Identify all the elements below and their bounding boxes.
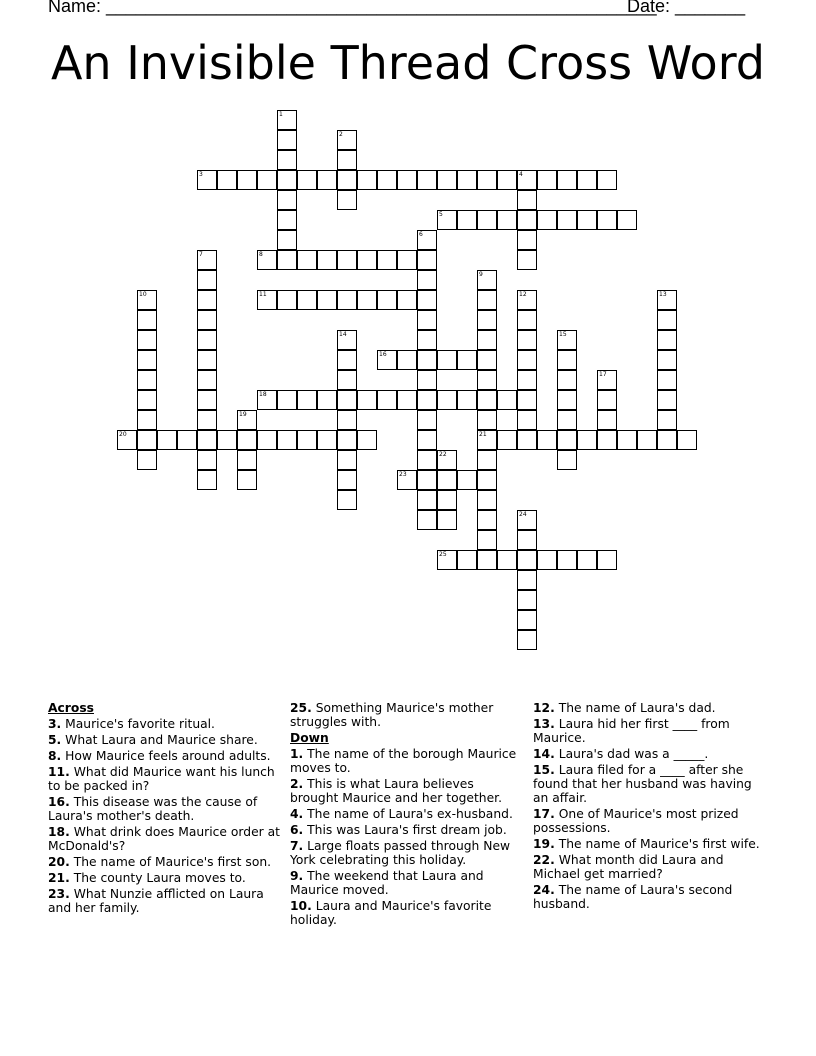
grid-cell[interactable] xyxy=(177,430,197,450)
grid-cell[interactable] xyxy=(197,330,217,350)
grid-cell[interactable] xyxy=(417,290,437,310)
grid-cell[interactable] xyxy=(477,170,497,190)
grid-cell[interactable] xyxy=(317,170,337,190)
grid-cell[interactable] xyxy=(337,390,357,410)
clue-down-17: 17. One of Maurice's most prized possessions. xyxy=(533,807,739,835)
grid-cell[interactable] xyxy=(517,330,537,350)
grid-cell[interactable] xyxy=(517,530,537,550)
clue-down-4: 4. The name of Laura's ex-husband. xyxy=(290,807,513,821)
grid-cell[interactable] xyxy=(497,430,517,450)
grid-cell[interactable] xyxy=(377,350,397,370)
name-field-label: Name: _______________________________________________________ xyxy=(48,0,657,16)
grid-cell[interactable] xyxy=(517,550,537,570)
grid-cell[interactable] xyxy=(557,550,577,570)
grid-cell[interactable] xyxy=(417,450,437,470)
grid-cell[interactable] xyxy=(197,170,217,190)
grid-cell[interactable] xyxy=(657,290,677,310)
grid-cell[interactable] xyxy=(277,110,297,130)
clue-number: 20 xyxy=(119,431,127,438)
grid-cell[interactable] xyxy=(617,210,637,230)
grid-cell[interactable] xyxy=(517,430,537,450)
clue-across-20: 20. The name of Maurice's first son. xyxy=(48,855,272,869)
clue-number: 12 xyxy=(519,291,527,298)
grid-cell[interactable] xyxy=(197,370,217,390)
grid-cell[interactable] xyxy=(317,430,337,450)
grid-cell[interactable] xyxy=(417,330,437,350)
down-heading: Down xyxy=(290,731,329,745)
grid-cell[interactable] xyxy=(417,470,437,490)
clue-number: 17 xyxy=(599,371,607,378)
grid-cell[interactable] xyxy=(357,250,377,270)
grid-cell[interactable] xyxy=(397,350,417,370)
grid-cell[interactable] xyxy=(477,550,497,570)
grid-cell[interactable] xyxy=(137,410,157,430)
grid-cell[interactable] xyxy=(357,290,377,310)
clues-column-3 xyxy=(533,701,765,913)
clue-number: 23 xyxy=(399,471,407,478)
clue-down-1: 1. The name of the borough Maurice moves to. xyxy=(290,747,517,775)
grid-cell[interactable] xyxy=(597,550,617,570)
grid-cell[interactable] xyxy=(477,310,497,330)
grid-cell[interactable] xyxy=(597,370,617,390)
grid-cell[interactable] xyxy=(497,170,517,190)
grid-cell[interactable] xyxy=(437,210,457,230)
grid-cell[interactable] xyxy=(317,390,337,410)
grid-cell[interactable] xyxy=(557,390,577,410)
grid-cell[interactable] xyxy=(457,170,477,190)
grid-cell[interactable] xyxy=(557,210,577,230)
clues-column-1 xyxy=(48,701,280,917)
grid-cell[interactable] xyxy=(397,170,417,190)
grid-cell[interactable] xyxy=(497,210,517,230)
grid-cell[interactable] xyxy=(477,530,497,550)
grid-cell[interactable] xyxy=(297,170,317,190)
clue-across-8: 8. How Maurice feels around adults. xyxy=(48,749,271,763)
grid-cell[interactable] xyxy=(337,170,357,190)
grid-cell[interactable] xyxy=(337,450,357,470)
clue-down-14: 14. Laura's dad was a _____. xyxy=(533,747,709,761)
grid-cell[interactable] xyxy=(317,290,337,310)
grid-cell[interactable] xyxy=(237,410,257,430)
grid-cell[interactable] xyxy=(277,130,297,150)
grid-cell[interactable] xyxy=(277,150,297,170)
grid-cell[interactable] xyxy=(477,390,497,410)
grid-cell[interactable] xyxy=(417,430,437,450)
clue-number: 13 xyxy=(659,291,667,298)
grid-cell[interactable] xyxy=(457,550,477,570)
grid-cell[interactable] xyxy=(557,170,577,190)
grid-cell[interactable] xyxy=(437,170,457,190)
clue-down-7: 7. Large floats passed through New York celebrating this holiday. xyxy=(290,839,511,867)
grid-cell[interactable] xyxy=(557,350,577,370)
grid-cell[interactable] xyxy=(597,430,617,450)
clue-number: 25 xyxy=(439,551,447,558)
clue-down-2: 2. This is what Laura believes brought Maurice and her together. xyxy=(290,777,502,805)
grid-cell[interactable] xyxy=(577,210,597,230)
grid-cell[interactable] xyxy=(197,410,217,430)
grid-cell[interactable] xyxy=(517,390,537,410)
grid-cell[interactable] xyxy=(137,350,157,370)
clue-number: 7 xyxy=(199,251,203,258)
grid-cell[interactable] xyxy=(137,450,157,470)
grid-cell[interactable] xyxy=(657,330,677,350)
grid-cell[interactable] xyxy=(517,610,537,630)
grid-cell[interactable] xyxy=(297,430,317,450)
grid-cell[interactable] xyxy=(337,490,357,510)
grid-cell[interactable] xyxy=(477,370,497,390)
grid-cell[interactable] xyxy=(657,390,677,410)
clue-number: 6 xyxy=(419,231,423,238)
grid-cell[interactable] xyxy=(517,290,537,310)
grid-cell[interactable] xyxy=(617,430,637,450)
clue-down-12: 12. The name of Laura's dad. xyxy=(533,701,716,715)
grid-cell[interactable] xyxy=(277,250,297,270)
grid-cell[interactable] xyxy=(417,230,437,250)
grid-cell[interactable] xyxy=(237,450,257,470)
grid-cell[interactable] xyxy=(357,430,377,450)
grid-cell[interactable] xyxy=(277,230,297,250)
grid-cell[interactable] xyxy=(397,290,417,310)
clue-number: 3 xyxy=(199,171,203,178)
grid-cell[interactable] xyxy=(277,210,297,230)
grid-cell[interactable] xyxy=(477,430,497,450)
clue-number: 21 xyxy=(479,431,487,438)
grid-cell[interactable] xyxy=(477,270,497,290)
grid-cell[interactable] xyxy=(557,450,577,470)
clue-across-21: 21. The county Laura moves to. xyxy=(48,871,246,885)
grid-cell[interactable] xyxy=(477,450,497,470)
grid-cell[interactable] xyxy=(397,250,417,270)
grid-cell[interactable] xyxy=(417,250,437,270)
clue-number: 11 xyxy=(259,291,267,298)
grid-cell[interactable] xyxy=(397,390,417,410)
clue-across-16: 16. This disease was the cause of Laura's mother's death. xyxy=(48,795,258,823)
grid-cell[interactable] xyxy=(437,550,457,570)
grid-cell[interactable] xyxy=(277,290,297,310)
grid-cell[interactable] xyxy=(517,630,537,650)
grid-cell[interactable] xyxy=(337,290,357,310)
grid-cell[interactable] xyxy=(657,430,677,450)
grid-cell[interactable] xyxy=(437,510,457,530)
grid-cell[interactable] xyxy=(517,370,537,390)
grid-cell[interactable] xyxy=(237,470,257,490)
grid-cell[interactable] xyxy=(357,170,377,190)
grid-cell[interactable] xyxy=(537,210,557,230)
grid-cell[interactable] xyxy=(517,250,537,270)
grid-cell[interactable] xyxy=(197,310,217,330)
grid-cell[interactable] xyxy=(297,390,317,410)
grid-cell[interactable] xyxy=(377,170,397,190)
clue-number: 9 xyxy=(479,271,483,278)
grid-cell[interactable] xyxy=(637,430,657,450)
grid-cell[interactable] xyxy=(517,510,537,530)
grid-cell[interactable] xyxy=(477,290,497,310)
grid-cell[interactable] xyxy=(197,290,217,310)
grid-cell[interactable] xyxy=(137,390,157,410)
grid-cell[interactable] xyxy=(237,430,257,450)
grid-cell[interactable] xyxy=(297,250,317,270)
grid-cell[interactable] xyxy=(417,510,437,530)
grid-cell[interactable] xyxy=(477,350,497,370)
clue-down-22: 22. What month did Laura and Michael get married? xyxy=(533,853,724,881)
grid-cell[interactable] xyxy=(577,550,597,570)
clue-down-15: 15. Laura filed for a ____ after she found that her husband was having an affair. xyxy=(533,763,752,805)
grid-cell[interactable] xyxy=(537,550,557,570)
clue-across-18: 18. What drink does Maurice order at McDonald's? xyxy=(48,825,280,853)
grid-cell[interactable] xyxy=(457,390,477,410)
clue-number: 4 xyxy=(519,171,523,178)
grid-cell[interactable] xyxy=(657,310,677,330)
grid-cell[interactable] xyxy=(417,310,437,330)
grid-cell[interactable] xyxy=(477,330,497,350)
grid-cell[interactable] xyxy=(197,430,217,450)
clue-number: 15 xyxy=(559,331,567,338)
grid-cell[interactable] xyxy=(337,470,357,490)
clue-number: 19 xyxy=(239,411,247,418)
grid-cell[interactable] xyxy=(677,430,697,450)
grid-cell[interactable] xyxy=(457,350,477,370)
clue-across-3: 3. Maurice's favorite ritual. xyxy=(48,717,215,731)
grid-cell[interactable] xyxy=(457,210,477,230)
clue-down-9: 9. The weekend that Laura and Maurice moved. xyxy=(290,869,484,897)
grid-cell[interactable] xyxy=(337,370,357,390)
grid-cell[interactable] xyxy=(497,550,517,570)
grid-cell[interactable] xyxy=(417,370,437,390)
grid-cell[interactable] xyxy=(517,350,537,370)
clue-number: 18 xyxy=(259,391,267,398)
grid-cell[interactable] xyxy=(137,330,157,350)
grid-cell[interactable] xyxy=(437,490,457,510)
grid-cell[interactable] xyxy=(337,330,357,350)
grid-cell[interactable] xyxy=(257,170,277,190)
grid-cell[interactable] xyxy=(197,250,217,270)
grid-cell[interactable] xyxy=(497,390,517,410)
grid-cell[interactable] xyxy=(597,410,617,430)
grid-cell[interactable] xyxy=(257,250,277,270)
grid-cell[interactable] xyxy=(237,170,257,190)
grid-cell[interactable] xyxy=(197,390,217,410)
grid-cell[interactable] xyxy=(517,570,537,590)
clue-number: 1 xyxy=(279,111,283,118)
clue-down-6: 6. This was Laura's first dream job. xyxy=(290,823,507,837)
grid-cell[interactable] xyxy=(197,470,217,490)
grid-cell[interactable] xyxy=(357,390,377,410)
grid-cell[interactable] xyxy=(517,230,537,250)
grid-cell[interactable] xyxy=(437,450,457,470)
grid-cell[interactable] xyxy=(137,430,157,450)
grid-cell[interactable] xyxy=(337,190,357,210)
grid-cell[interactable] xyxy=(197,450,217,470)
grid-cell[interactable] xyxy=(597,210,617,230)
grid-cell[interactable] xyxy=(217,170,237,190)
grid-cell[interactable] xyxy=(557,370,577,390)
grid-cell[interactable] xyxy=(277,170,297,190)
grid-cell[interactable] xyxy=(657,410,677,430)
clue-across-25: 25. Something Maurice's mother struggles with. xyxy=(290,701,494,729)
clue-number: 2 xyxy=(339,131,343,138)
grid-cell[interactable] xyxy=(517,410,537,430)
grid-cell[interactable] xyxy=(517,210,537,230)
grid-cell[interactable] xyxy=(337,410,357,430)
grid-cell[interactable] xyxy=(657,370,677,390)
grid-cell[interactable] xyxy=(557,330,577,350)
grid-cell[interactable] xyxy=(437,350,457,370)
grid-cell[interactable] xyxy=(377,290,397,310)
clue-down-13: 13. Laura hid her first ____ from Maurice. xyxy=(533,717,730,745)
grid-cell[interactable] xyxy=(557,430,577,450)
grid-cell[interactable] xyxy=(137,310,157,330)
grid-cell[interactable] xyxy=(477,210,497,230)
grid-cell[interactable] xyxy=(477,410,497,430)
grid-cell[interactable] xyxy=(437,470,457,490)
grid-cell[interactable] xyxy=(417,490,437,510)
grid-cell[interactable] xyxy=(517,170,537,190)
clue-number: 10 xyxy=(139,291,147,298)
clue-number: 14 xyxy=(339,331,347,338)
grid-cell[interactable] xyxy=(477,510,497,530)
grid-cell[interactable] xyxy=(537,430,557,450)
grid-cell[interactable] xyxy=(197,270,217,290)
grid-cell[interactable] xyxy=(337,350,357,370)
across-heading: Across xyxy=(48,701,94,715)
grid-cell[interactable] xyxy=(597,170,617,190)
grid-cell[interactable] xyxy=(277,190,297,210)
clue-across-23: 23. What Nunzie afflicted on Laura and her family. xyxy=(48,887,264,915)
grid-cell[interactable] xyxy=(517,310,537,330)
grid-cell[interactable] xyxy=(577,170,597,190)
grid-cell[interactable] xyxy=(557,410,577,430)
page-title: An Invisible Thread Cross Word xyxy=(50,36,766,90)
grid-cell[interactable] xyxy=(377,390,397,410)
grid-cell[interactable] xyxy=(417,170,437,190)
grid-cell[interactable] xyxy=(437,390,457,410)
clue-number: 24 xyxy=(519,511,527,518)
grid-cell[interactable] xyxy=(417,410,437,430)
grid-cell[interactable] xyxy=(657,350,677,370)
clue-number: 5 xyxy=(439,211,443,218)
grid-cell[interactable] xyxy=(137,290,157,310)
grid-cell[interactable] xyxy=(337,430,357,450)
grid-cell[interactable] xyxy=(297,290,317,310)
grid-cell[interactable] xyxy=(317,250,337,270)
date-field-label: Date: _______ xyxy=(627,0,746,16)
grid-cell[interactable] xyxy=(277,390,297,410)
clue-down-24: 24. The name of Laura's second husband. xyxy=(533,883,733,911)
grid-cell[interactable] xyxy=(137,370,157,390)
grid-cell[interactable] xyxy=(577,430,597,450)
clue-across-11: 11. What did Maurice want his lunch to be packed in? xyxy=(48,765,275,793)
grid-cell[interactable] xyxy=(337,130,357,150)
grid-cell[interactable] xyxy=(597,390,617,410)
clue-down-19: 19. The name of Maurice's first wife. xyxy=(533,837,760,851)
clue-number: 16 xyxy=(379,351,387,358)
grid-cell[interactable] xyxy=(337,250,357,270)
grid-cell[interactable] xyxy=(397,470,417,490)
grid-cell[interactable] xyxy=(477,470,497,490)
grid-cell[interactable] xyxy=(217,430,237,450)
grid-cell[interactable] xyxy=(117,430,137,450)
grid-cell[interactable] xyxy=(197,350,217,370)
grid-cell[interactable] xyxy=(417,390,437,410)
grid-cell[interactable] xyxy=(417,350,437,370)
grid-cell[interactable] xyxy=(277,430,297,450)
grid-cell[interactable] xyxy=(477,490,497,510)
grid-cell[interactable] xyxy=(457,470,477,490)
grid-cell[interactable] xyxy=(257,290,277,310)
grid-cell[interactable] xyxy=(337,150,357,170)
grid-cell[interactable] xyxy=(257,430,277,450)
grid-cell[interactable] xyxy=(257,390,277,410)
clue-across-5: 5. What Laura and Maurice share. xyxy=(48,733,258,747)
grid-cell[interactable] xyxy=(377,250,397,270)
clues-column-2 xyxy=(290,701,522,929)
clue-down-10: 10. Laura and Maurice's favorite holiday. xyxy=(290,899,492,927)
grid-cell[interactable] xyxy=(417,270,437,290)
grid-cell[interactable] xyxy=(517,190,537,210)
clue-number: 8 xyxy=(259,251,263,258)
grid-cell[interactable] xyxy=(537,170,557,190)
grid-cell[interactable] xyxy=(157,430,177,450)
clue-number: 22 xyxy=(439,451,447,458)
grid-cell[interactable] xyxy=(517,590,537,610)
